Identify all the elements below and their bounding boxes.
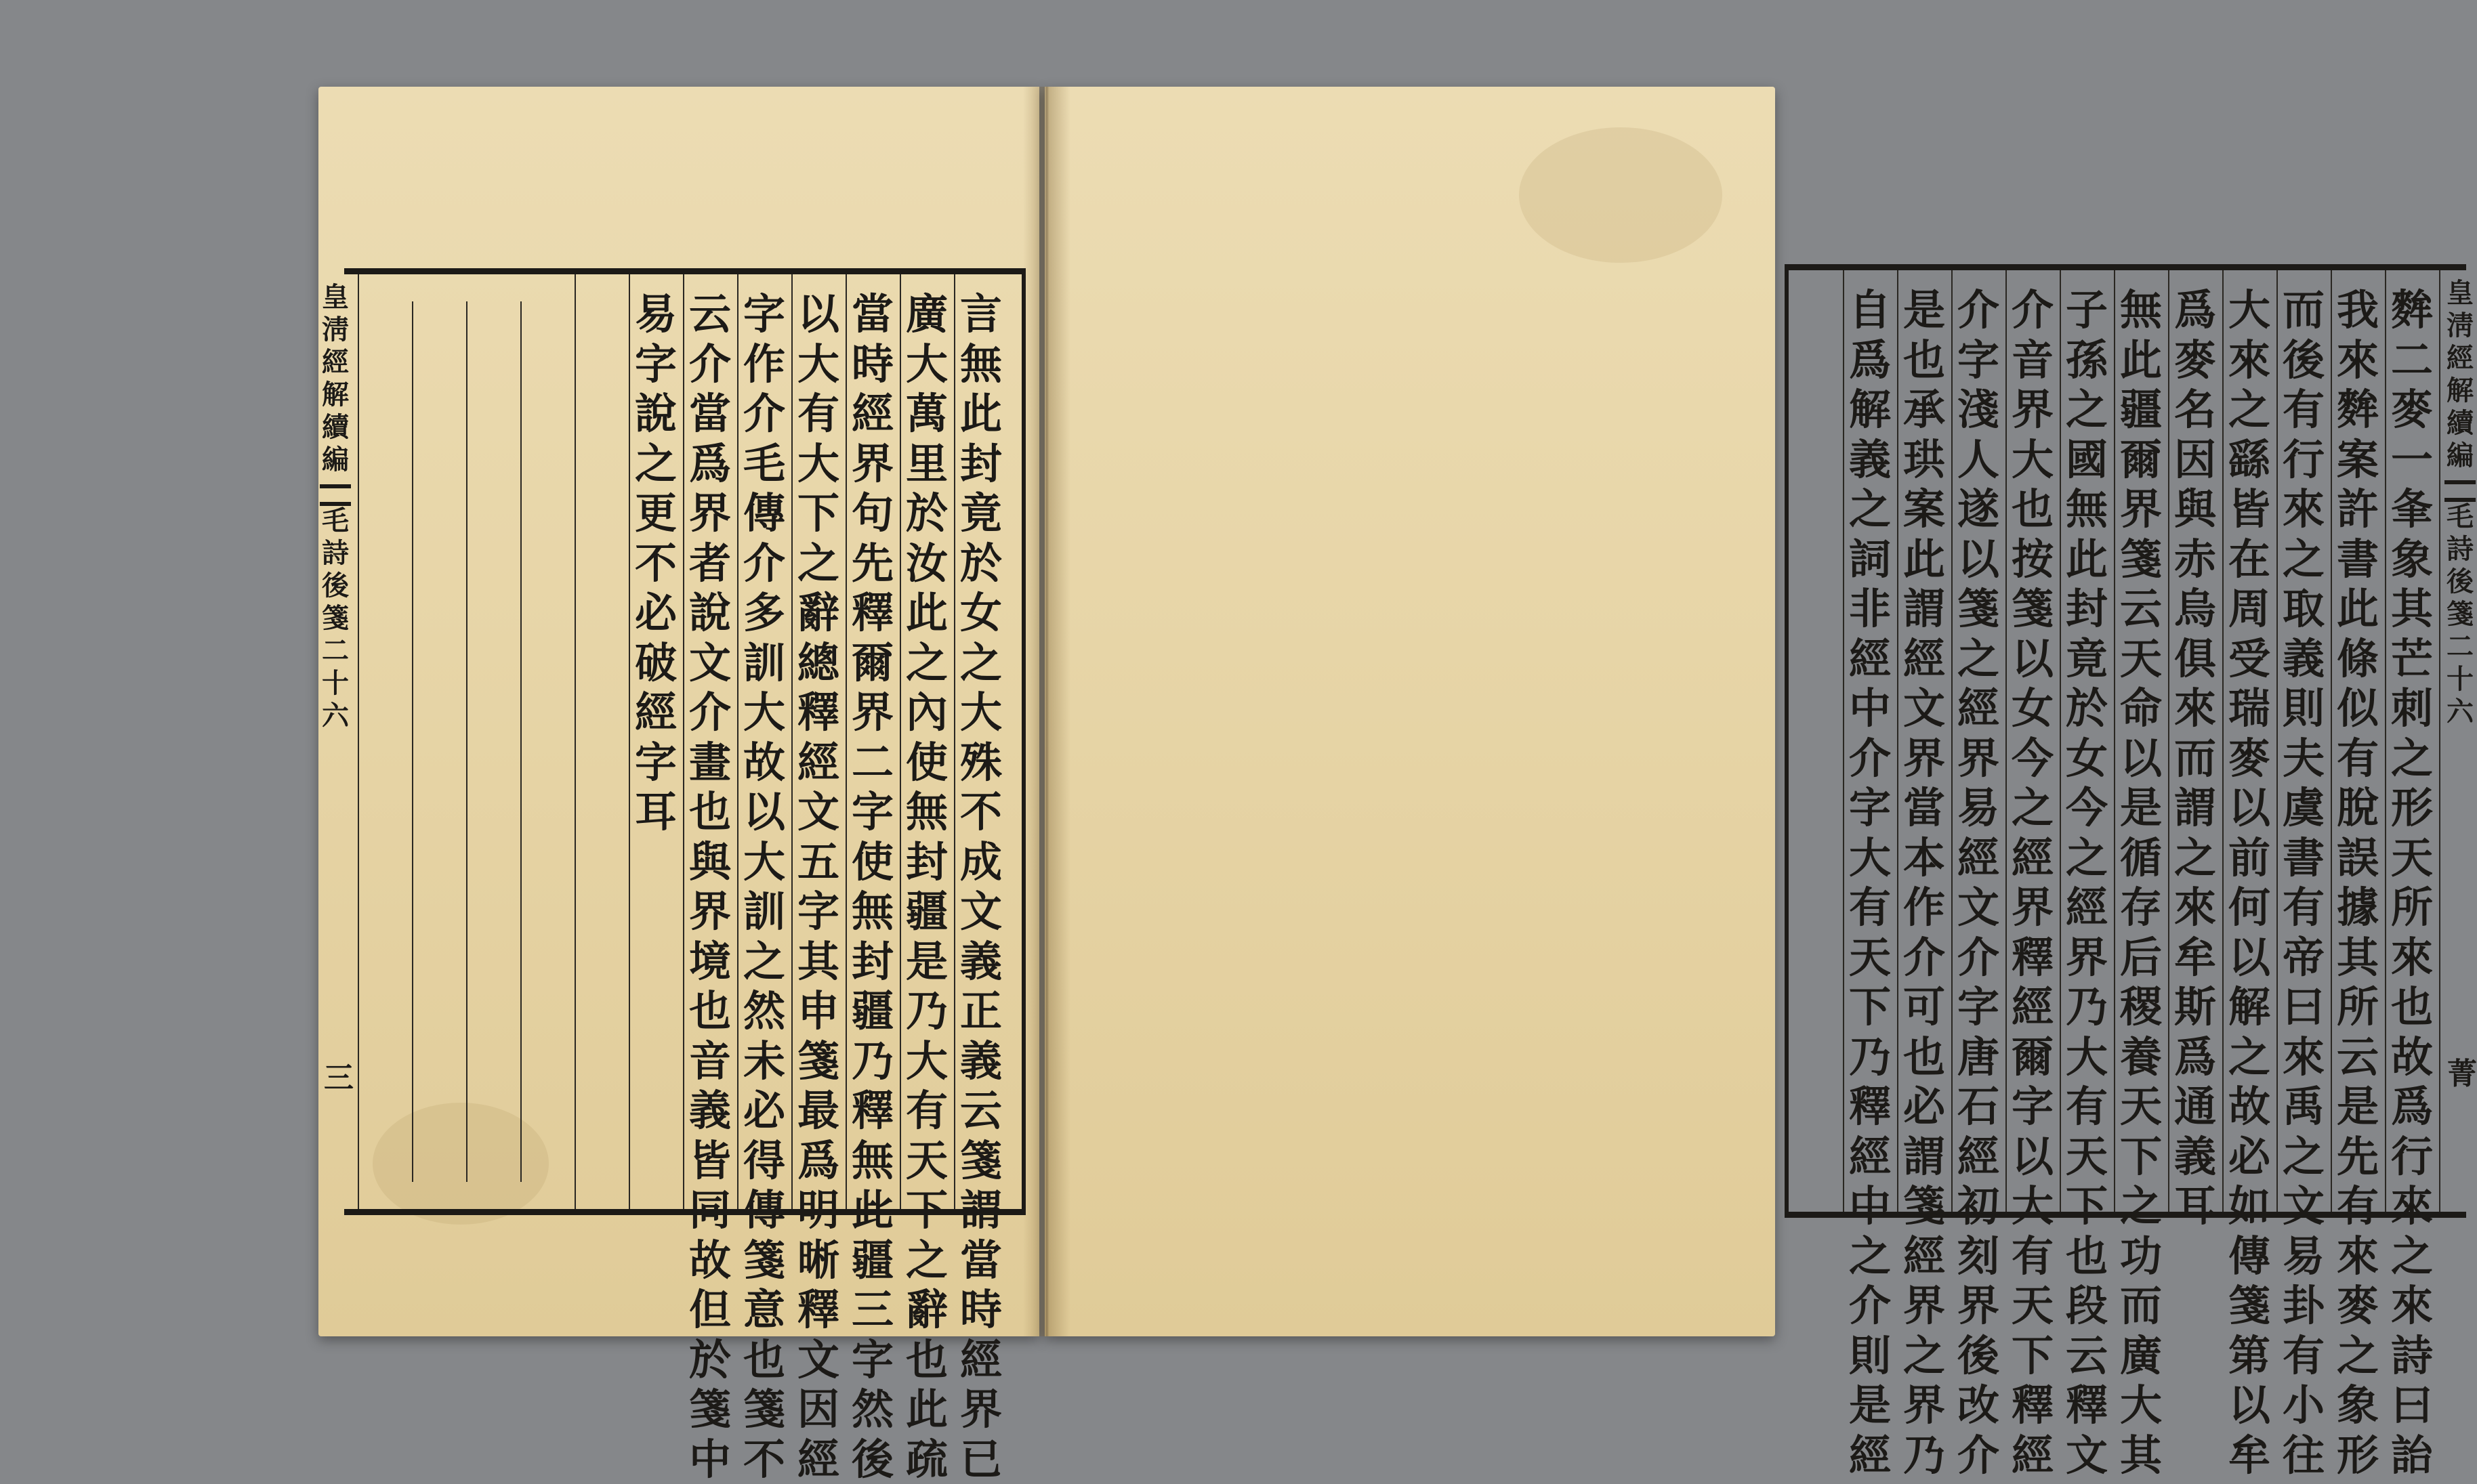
- left-page-frame: [322, 268, 1026, 1484]
- left-folio: 三: [324, 1061, 354, 1095]
- text-column: 麰 二 麥 一 夆 象 其 芒 刺 之 形 天 所 來 也 故 爲 行 來 之 來 詩 曰 詒: [2390, 285, 2433, 1480]
- text-column: 字 作 介 毛 傳 介 多 訓 大 故 以 大 訓 之 然 未 必 得 傳 箋 意 也 箋 不: [743, 289, 785, 1484]
- text-column: 是 也 承 珙 案 此 謂 經 文 界 當 本 作 介 可 也 必 謂 箋 經 界 之 界 乃: [1902, 285, 1945, 1480]
- text-column: 而 後 有 行 來 之 取 義 則 夫 虞 書 有 帝 曰 來 禹 之 文 易 卦 有 小 往: [2282, 285, 2325, 1480]
- left-margin-title: 皇 淸 經 解 續 編: [322, 281, 349, 475]
- right-folio: 菁: [2447, 1057, 2477, 1091]
- text-column: 子 孫 之 國 無 此 封 竟 於 女 今 之 經 界 乃 大 有 天 下 也 段 云 釋 文: [2065, 285, 2108, 1480]
- text-column: 言 無 此 封 竟 於 女 之 大 殊 不 成 文 義 正 義 云 箋 謂 當 時 經 界 已: [959, 289, 1002, 1484]
- paper-stain: [1519, 127, 1722, 263]
- text-column: 云 介 當 爲 界 者 說 文 介 畫 也 與 界 境 也 音 義 皆 同 故 但 於 箋 中: [688, 289, 731, 1484]
- column-rule: [520, 301, 522, 1182]
- right-margin-title: 皇 淸 經 解 續 編: [2447, 277, 2474, 471]
- text-column: 以 大 有 大 下 之 辭 總 釋 經 文 五 字 其 申 箋 最 爲 明 晰 釋 文 因 經: [797, 289, 839, 1484]
- text-column: 廣 大 萬 里 於 汝 此 之 內 使 無 封 疆 是 乃 大 有 天 下 之 辭 也 此 疏: [905, 289, 948, 1484]
- fish-tail-mark: [320, 484, 351, 506]
- margin-rule: [358, 274, 359, 1209]
- column-rule: [412, 301, 413, 1182]
- fish-tail-mark: [2444, 480, 2476, 502]
- text-column: 無 此 疆 爾 界 箋 云 天 命 以 是 循 存 后 稷 養 天 下 之 功 而 廣 大 其: [2119, 285, 2162, 1480]
- left-page: [318, 87, 1039, 1484]
- text-column: 介 音 界 大 也 按 箋 以 女 今 之 經 界 釋 經 爾 字 以 大 有 天 下 釋 經: [2011, 285, 2054, 1480]
- margin-rule: [2439, 270, 2440, 1212]
- right-page: [1045, 87, 2477, 1480]
- right-page-frame: [1785, 264, 2477, 1480]
- text-column: 爲 麥 名 因 與 赤 烏 俱 來 而 謂 之 來 牟 斯 爲 通 義 耳: [2173, 285, 2216, 1231]
- text-column: 我 來 麰 案 許 書 此 條 似 有 脫 誤 據 其 所 云 是 先 有 來 麥 之 象 形: [2336, 285, 2379, 1480]
- right-margin-subtitle: 毛 詩 後 箋 二 十 六: [2447, 501, 2474, 727]
- column-rule: [575, 274, 576, 1209]
- text-column: 當 時 經 界 句 先 釋 爾 界 二 字 使 無 封 疆 乃 釋 無 此 疆 三 字 然 後: [851, 289, 894, 1484]
- open-book: [318, 87, 2477, 1484]
- text-column: 易 字 說 之 更 不 必 破 經 字 耳: [634, 289, 677, 836]
- text-column: 大 來 之 繇 皆 在 周 受 瑞 麥 以 前 何 以 解 之 故 必 如 傳 箋 第 以 牟: [2228, 285, 2270, 1480]
- left-margin-subtitle: 毛 詩 後 箋 二 十 六: [322, 505, 349, 732]
- text-column: 介 字 淺 人 遂 以 箋 之 經 界 易 經 文 介 字 唐 石 經 初 刻 界 後 改 介: [1957, 285, 1999, 1480]
- column-rule: [466, 301, 467, 1182]
- text-column: 自 爲 解 義 之 詞 非 經 中 介 字 大 有 天 下 乃 釋 經 中 之 介 則 是 經: [1848, 285, 1891, 1480]
